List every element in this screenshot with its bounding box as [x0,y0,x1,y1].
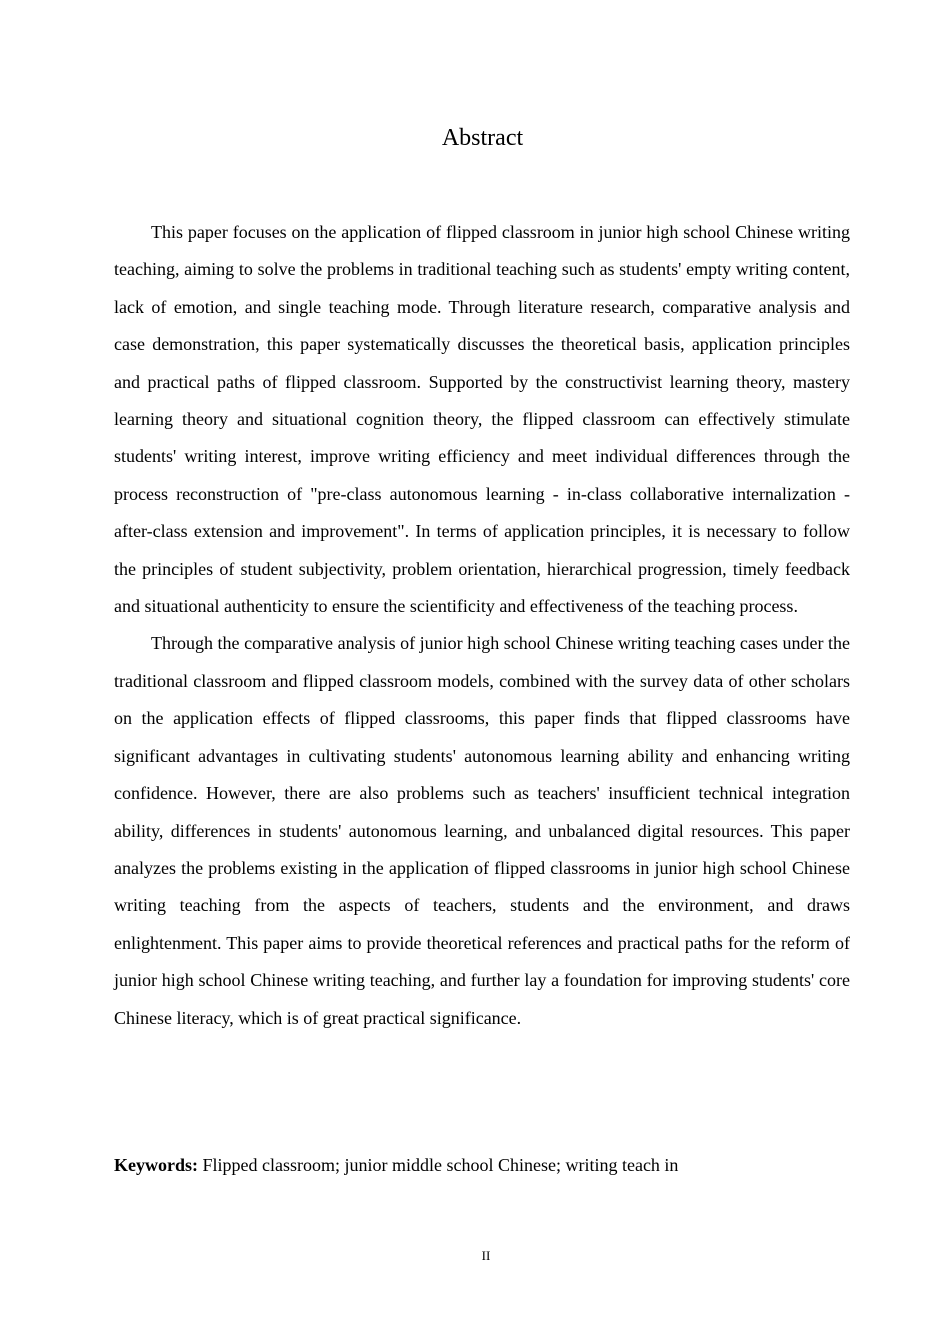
keywords [114,1150,850,1180]
page-title: Abstract [441,125,524,151]
keywords-text: Flipped classroom; junior middle school Chinese; writing teach in [198,1155,679,1175]
keywords-label: Keywords: [114,1155,198,1175]
abstract-paragraph-2: Through the comparative analysis of junior high school Chinese writing teaching cases under the traditional classroom and flipped classroom models, combined with the survey data of other scholars on the application effects of flipped classrooms, this paper finds that flipped classrooms have significant advantages in cultivating students' autonomous learning ability and enhancing writing confidence. However, there are also problems such as teachers' insufficient technical integration ability, differences in students' autonomous learning, and unbalanced digital resources. This paper analyzes the problems existing in the application of flipped classrooms in junior high school Chinese writing teaching from the aspects of teachers, students and the environment, and draws enlightenment. This paper aims to provide theoretical references and practical paths for the reform of junior high school Chinese writing teaching, and further lay a foundation for improving students' core Chinese literacy, which is of great practical significance. [114,633,850,1028]
page-number: II [481,1248,491,1263]
abstract-body [114,214,850,1037]
abstract-paragraph-1: This paper focuses on the application of flipped classroom in junior high school Chinese writing teaching, aiming to solve the problems in traditional teaching such as students' empty writing content, lack of emotion, and single teaching mode. Through literature research, comparative analysis and case demonstration, this paper systematically discusses the theoretical basis, application principles and practical paths of flipped classroom. Supported by the constructivist learning theory, mastery learning theory and situational cognition theory, the flipped classroom can effectively stimulate students' writing interest, improve writing efficiency and meet individual differences through the process reconstruction of "pre-class autonomous learning - in-class collaborative internalization - after-class extension and improvement". In terms of application principles, it is necessary to follow the principles of student subjectivity, problem orientation, hierarchical progression, timely feedback and situational authenticity to ensure the scientificity and effectiveness of the teaching process. [114,222,850,617]
